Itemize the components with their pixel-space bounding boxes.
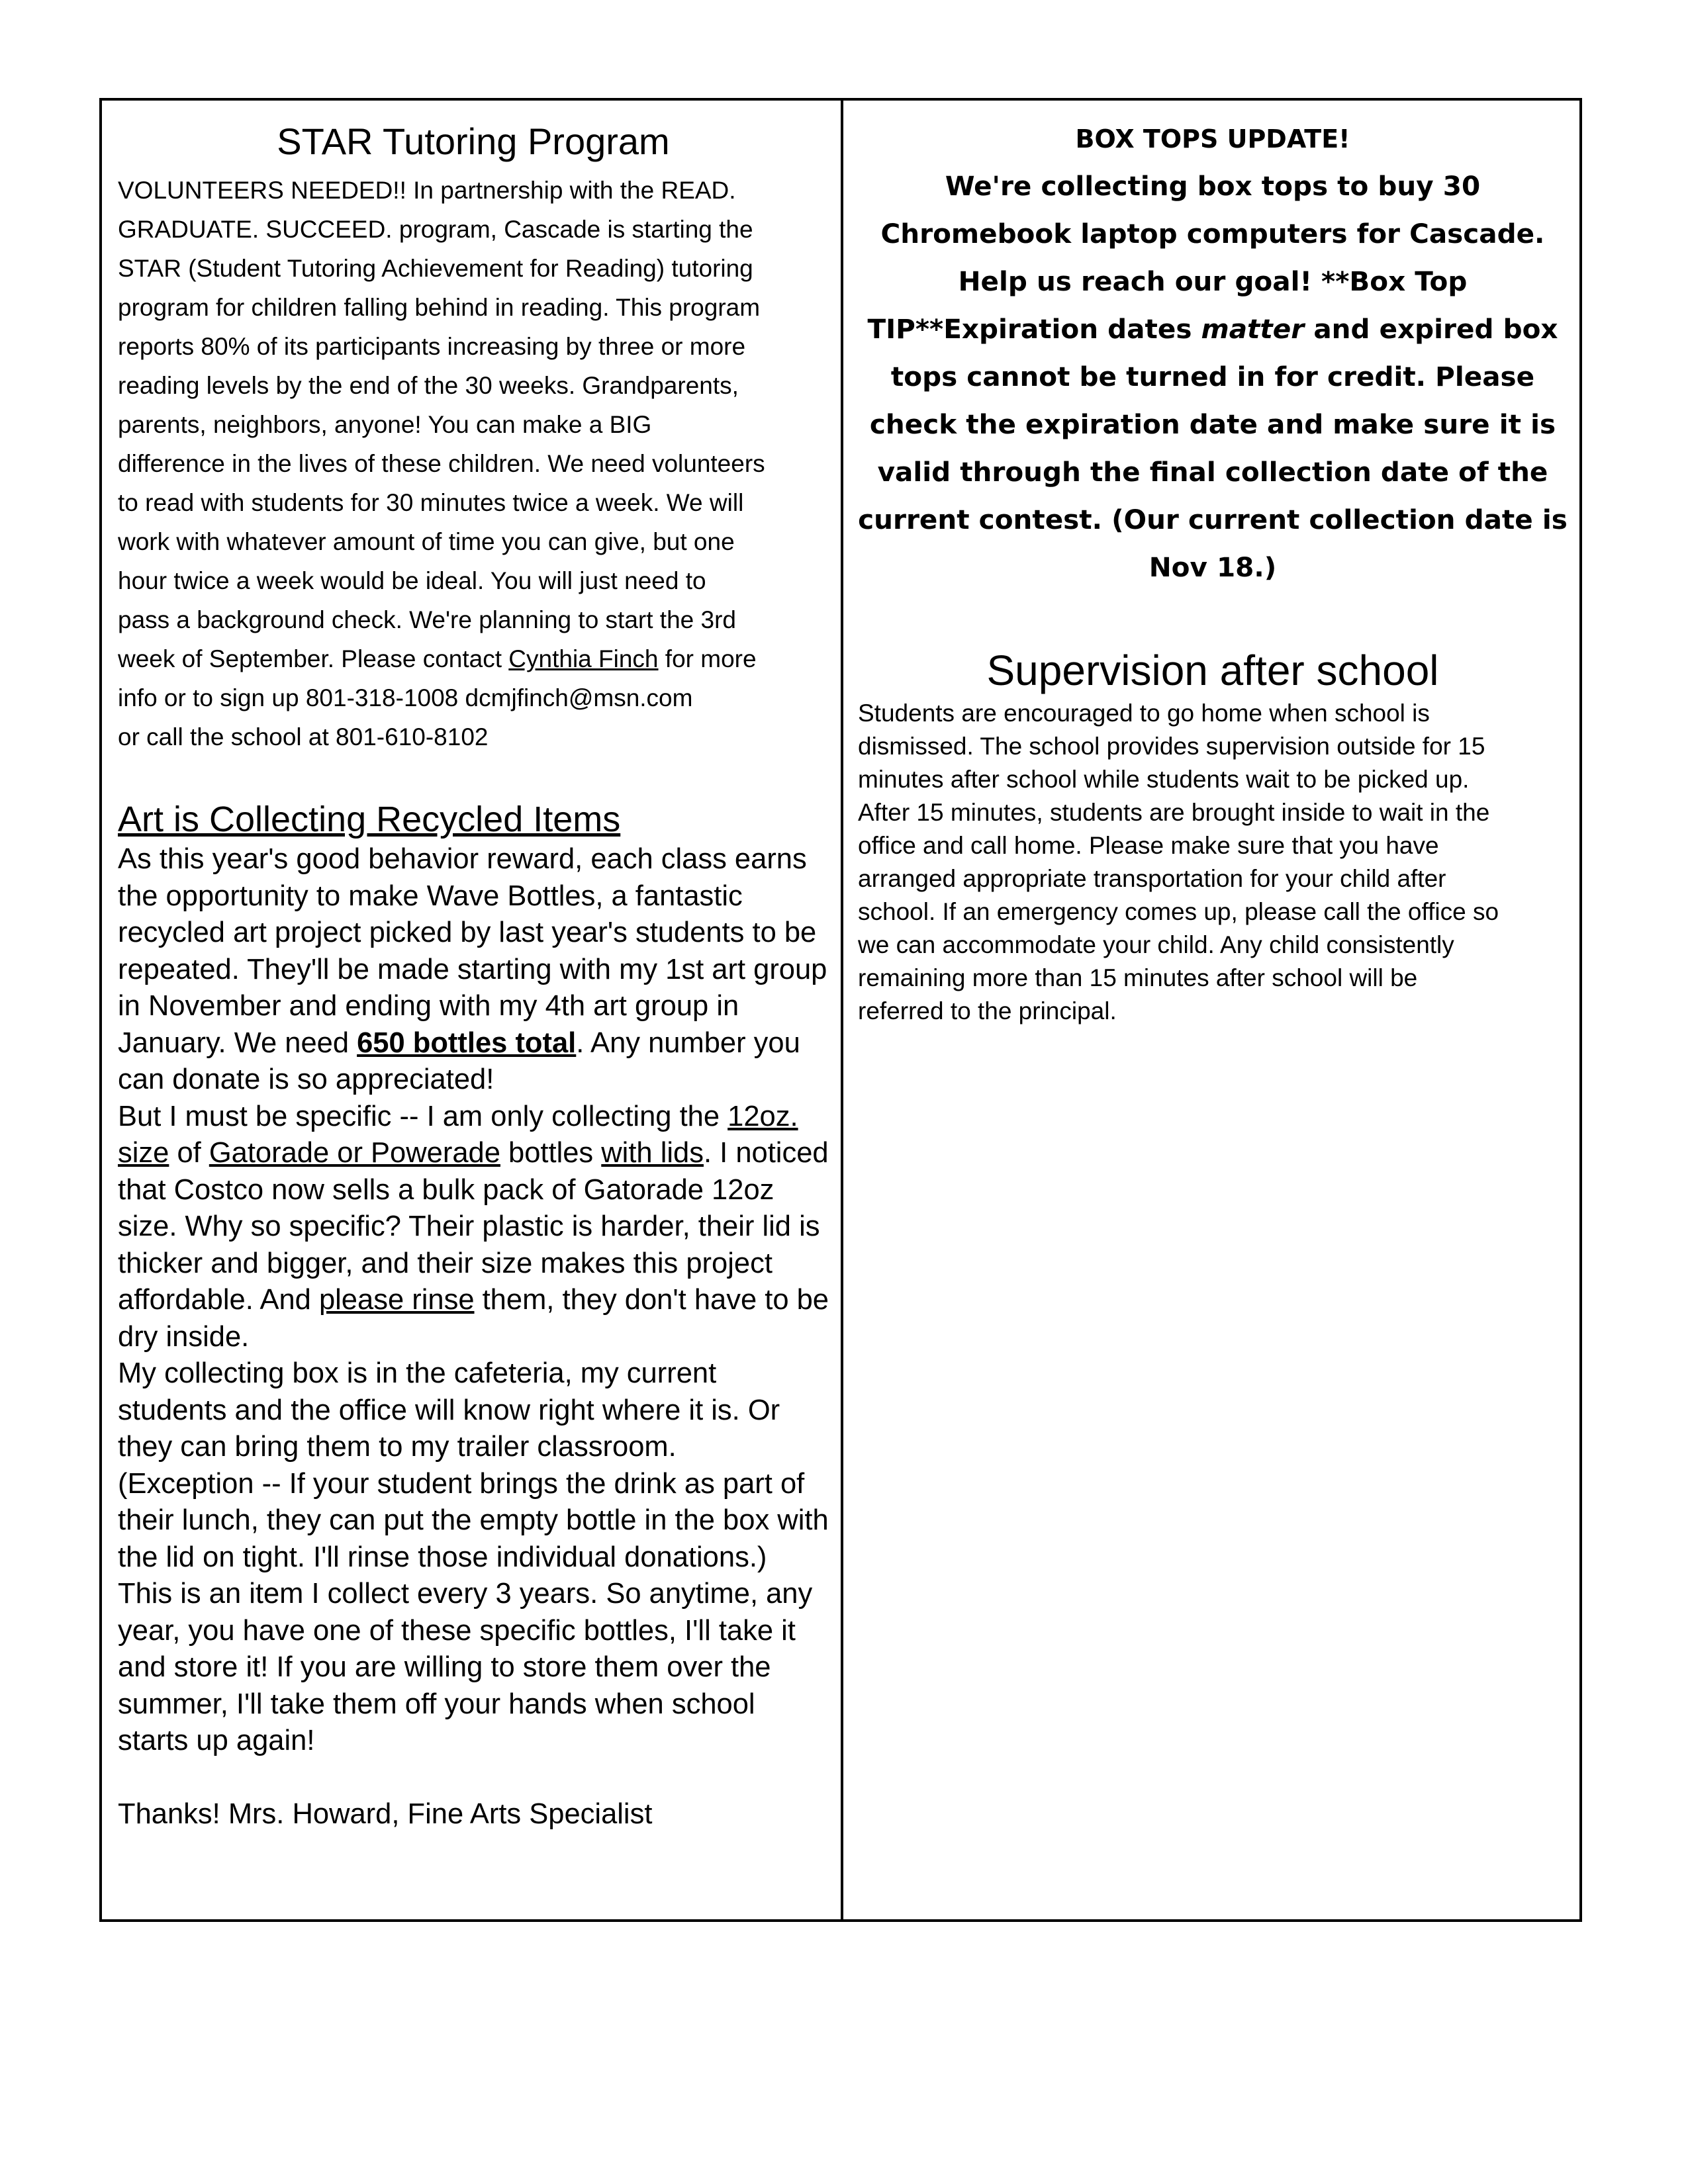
star-contact-pre: week of September. Please contact (118, 645, 509, 673)
supervision-line: we can accommodate your child. Any child consistently (858, 931, 1454, 958)
art-p2-end: them, they don't have to be dry inside. (118, 1284, 829, 1353)
star-line: reports 80% of its participants increasing by three or more (118, 333, 746, 361)
supervision-line: office and call home. Please make sure that you have (858, 831, 1439, 859)
box-tops-text (858, 162, 1568, 591)
art-signoff: Thanks! Mrs. Howard, Fine Arts Specialist (118, 1797, 653, 1830)
art-p3: My collecting box is in the cafeteria, my current students and the office will know right where it is. Or they can bring them to my trailer classroom. (118, 1357, 780, 1463)
supervision-line: Students are encouraged to go home when school is (858, 699, 1430, 727)
star-line: program for children falling behind in reading. This program (118, 294, 761, 322)
supervision-line: dismissed. The school provides supervision outside for 15 (858, 732, 1485, 760)
art-p2-post: . I noticed that Costco now sells a bulk pack of Gatorade 12oz size. Why so specific? Their plastic is harder, their lid is thicker and bigger, and their size makes this project affordable. And (118, 1137, 829, 1316)
art-please-rinse: please rinse (318, 1284, 475, 1316)
box-tops-text-pre: We're collecting box tops to buy 30 Chromebook laptop computers for Cascade. Help us reach our goal! **Box Top TIP**Expiration dates (867, 170, 1545, 345)
box-tops-title: BOX TOPS UPDATE! (1075, 124, 1350, 154)
supervision-line: remaining more than 15 minutes after school will be (858, 964, 1418, 991)
right-column (843, 101, 1579, 1919)
newsletter-page (99, 98, 1582, 1922)
star-line: to read with students for 30 minutes twice a week. We will (118, 489, 744, 517)
art-p5: This is an item I collect every 3 years. So anytime, any year, you have one of these specific bottles, I'll take it and store it! If you are willing to store them over the summer, I'll take them off your hands when school starts up again! (118, 1578, 813, 1757)
star-line: reading levels by the end of the 30 weeks. Grandparents, (118, 372, 739, 400)
star-line: hour twice a week would be ideal. You will just need to (118, 567, 706, 595)
star-line: work with whatever amount of time you can give, but one (118, 528, 735, 556)
art-spacer (118, 1760, 829, 1796)
supervision-line: minutes after school while students wait to be picked up. (858, 765, 1470, 793)
star-tutoring-title: STAR Tutoring Program (277, 120, 670, 162)
art-p2-of: of (169, 1137, 209, 1169)
star-line: GRADUATE. SUCCEED. program, Cascade is starting the (118, 216, 753, 244)
supervision-title: Supervision after school (986, 647, 1439, 695)
art-p1-post: . Any number you can donate is so appreciated! (118, 1026, 800, 1096)
art-p4: (Exception -- If your student brings the drink as part of their lunch, they can put the empty bottle in the box with the lid on tight. I'll rinse those individual donations.) (118, 1467, 829, 1573)
supervision-line: arranged appropriate transportation for your child after (858, 864, 1446, 892)
contact-name-link[interactable]: Cynthia Finch (508, 645, 659, 673)
supervision-text (858, 697, 1568, 1028)
art-bottle-brand: Gatorade or Powerade (209, 1137, 500, 1169)
art-with-lids: with lids (601, 1137, 704, 1169)
art-p1: As this year's good behavior reward, each class earns the opportunity to make Wave Bottles, a fantastic recycled art project picked by last year's students to be repeated. They'll be made starting with my 1st art group in November and ending with my 4th art group in January. We need (118, 843, 827, 1059)
star-line: pass a background check. We're planning to start the 3rd (118, 606, 736, 634)
art-p2-pre: But I must be specific -- I am only collecting the (118, 1100, 728, 1132)
star-line: parents, neighbors, anyone! You can make a BIG (118, 411, 652, 439)
left-column (102, 101, 843, 1919)
art-bottle-count: 650 bottles total (357, 1026, 577, 1059)
star-contact-post: for more (658, 645, 757, 673)
star-line: VOLUNTEERS NEEDED!! In partnership with the READ. (118, 177, 736, 205)
box-tops-text-post: and expired box tops cannot be turned in for credit. Please check the expiration date and make sure it is valid through the final collection date of the current contest. (Our current collection date is Nov 18.) (858, 313, 1568, 584)
art-bottle-size: 12oz. size (118, 1100, 798, 1169)
art-section-title: Art is Collecting Recycled Items (118, 799, 621, 840)
star-line: STAR (Student Tutoring Achievement for Reading) tutoring (118, 255, 753, 283)
art-p2-bottles: bottles (500, 1137, 602, 1169)
star-contact-line (118, 639, 829, 678)
art-section-text (118, 841, 829, 1833)
box-tops-emphasis: matter (1201, 313, 1305, 345)
supervision-line: After 15 minutes, students are brought inside to wait in the (858, 798, 1490, 826)
star-info-line: info or to sign up 801-318-1008 dcmjfinch@msn.com (118, 684, 693, 712)
supervision-line: school. If an emergency comes up, please call the office so (858, 897, 1499, 925)
star-call-line: or call the school at 801-610-8102 (118, 723, 489, 751)
supervision-line: referred to the principal. (858, 997, 1117, 1024)
star-line: difference in the lives of these children. We need volunteers (118, 450, 765, 478)
star-tutoring-text (118, 171, 829, 756)
